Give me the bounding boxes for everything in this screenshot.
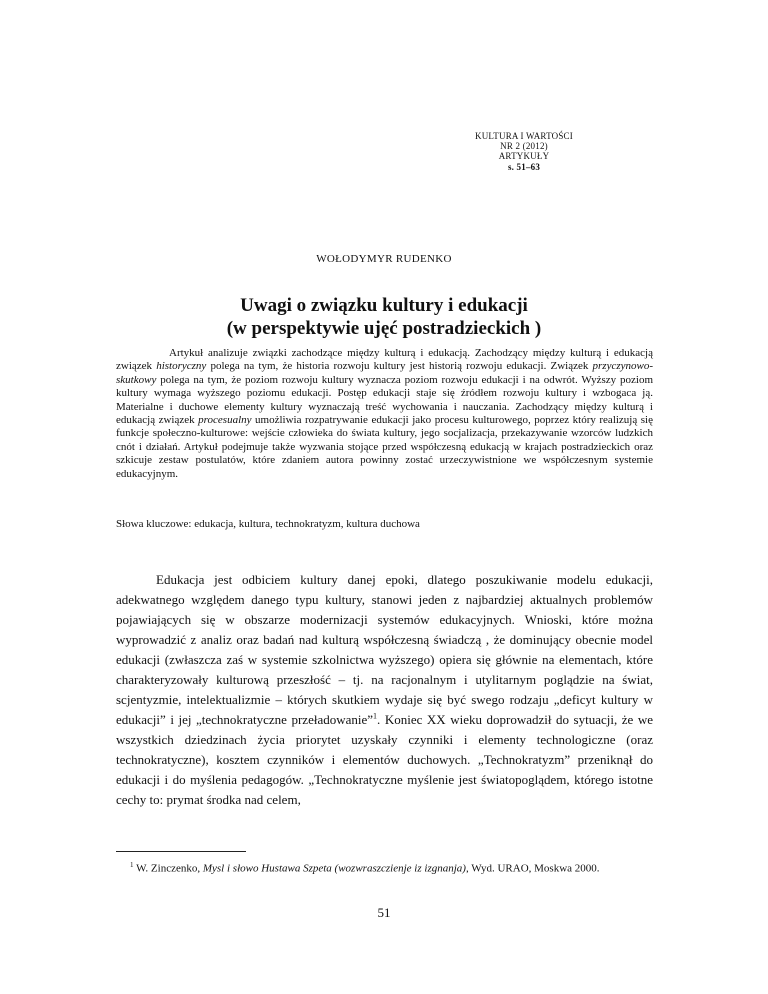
body-paragraph xyxy=(116,570,653,810)
title-line-2: (w perspektywie ujęć postradzieckich ) xyxy=(226,318,542,339)
title-line-1: Uwagi o związku kultury i edukacji xyxy=(240,295,528,316)
footnote-paragraph xyxy=(116,857,653,877)
abstract-text-2: polega na tym, że historia rozwoju kultury jest historią rozwoju edukacji. Związek xyxy=(206,360,593,373)
abstract-text-4: umożliwia rozpatrywanie edukacji jako procesu kulturowego, poprzez który realizują się funkcje społeczno-kulturowe: wejście człowieka do świata kultury, jego socjalizacja, przekazywanie wzorców ludzkich cnót i działań. Artykuł podejmuje także wyzwania stojące przed współczesną edukacją w krajach postradzieckich oraz szkicuje zestaw postulatów, które zdaniem autora powinny zostać urzeczywistnione we współczesnym systemie edukacyjnym. xyxy=(116,414,653,480)
article-title xyxy=(0,294,768,340)
footnote-reference[interactable]: 1 xyxy=(373,711,378,721)
abstract-term-historical: historyczny xyxy=(156,360,207,373)
journal-pages: s. 51–63 xyxy=(507,161,541,172)
journal-section: ARTYKUŁY xyxy=(498,151,550,162)
body-text-1: Edukacja jest odbiciem kultury danej epoki, dlatego poszukiwanie modelu edukacji, adekwatnego względem danego typu kultury, stanowi jeden z najbardziej aktualnych problemów pojawiających się w obszarze modernizacji systemów edukacyjnych. Wnioski, które można wyprowadzić z analiz oraz badań nad kulturą współczesną świadczą , że dominujący obecnie model edukacji (zwłaszcza zaś w systemie szkolnictwa wyższego) opiera się głównie na elementach, które charakteryzowały kulturową przeszłość – tj. na racjonalnym i utylitarnym poglądzie na świat, scjentyzmie, intelektualizmie – których skutkiem wydaje się być swego rodzaju „deficyt kultury w edukacji” i jej „technokratyczne przeładowanie” xyxy=(116,572,653,727)
footnote-author: W. Zinczenko, xyxy=(136,862,203,875)
body-text xyxy=(116,570,653,810)
abstract-paragraph xyxy=(116,347,653,481)
journal-name: KULTURA I WARTOŚCI xyxy=(475,131,573,141)
journal-info xyxy=(414,131,634,172)
journal-issue: NR 2 (2012) xyxy=(500,141,548,152)
abstract-term-processual: procesualny xyxy=(198,414,252,427)
abstract xyxy=(116,347,653,481)
abstract-text-1: Artykuł analizuje związki zachodzące między kulturą i edukacją. Zachodzący między kulturą i edukacją związek xyxy=(116,347,653,373)
page-number: 51 xyxy=(377,905,391,920)
abstract-term-causal: przyczynowo-skutkowy xyxy=(116,360,654,386)
author-name: WOŁODYMYR RUDENKO xyxy=(316,253,452,265)
footnote-publisher: , Wyd. URAO, Moskwa 2000. xyxy=(465,862,600,875)
abstract-text-3: polega na tym, że poziom rozwoju kultury wyznacza poziom rozwoju edukacji i na odwrót. Wyższy poziom kultury wymaga wyższego poziomu edukacji. Postęp edukacji staje się źródłem rozwoju kultury i wzbogaca ją. Materialne i duchowe elementy kultury wyznaczają treść wychowania i nauczania. Zachodzący między kulturą i edukacją związek xyxy=(116,373,653,427)
footnote xyxy=(116,857,653,877)
keywords: Słowa kluczowe: edukacja, kultura, technokratyzm, kultura duchowa xyxy=(116,518,420,530)
footnote-number: 1 xyxy=(130,861,134,869)
body-text-2: . Koniec XX wieku doprowadził do sytuacji, że we wszystkich dziedzinach życia priorytet uzyskały czynniki i elementy technologiczne (oraz technokratyczne), kosztem czynników i elementów duchowych. „Technokratyzm” przeniknął do edukacji i do myślenia pedagogów. „Technokratyczne myślenie jest światopoglądem, którego istotne cechy to: prymat środka nad celem, xyxy=(116,712,653,807)
footnote-work: Mysl i słowo Hustawa Szpeta (wozwraszczienje iz izgnanja) xyxy=(202,862,466,875)
footnote-divider xyxy=(116,851,246,852)
